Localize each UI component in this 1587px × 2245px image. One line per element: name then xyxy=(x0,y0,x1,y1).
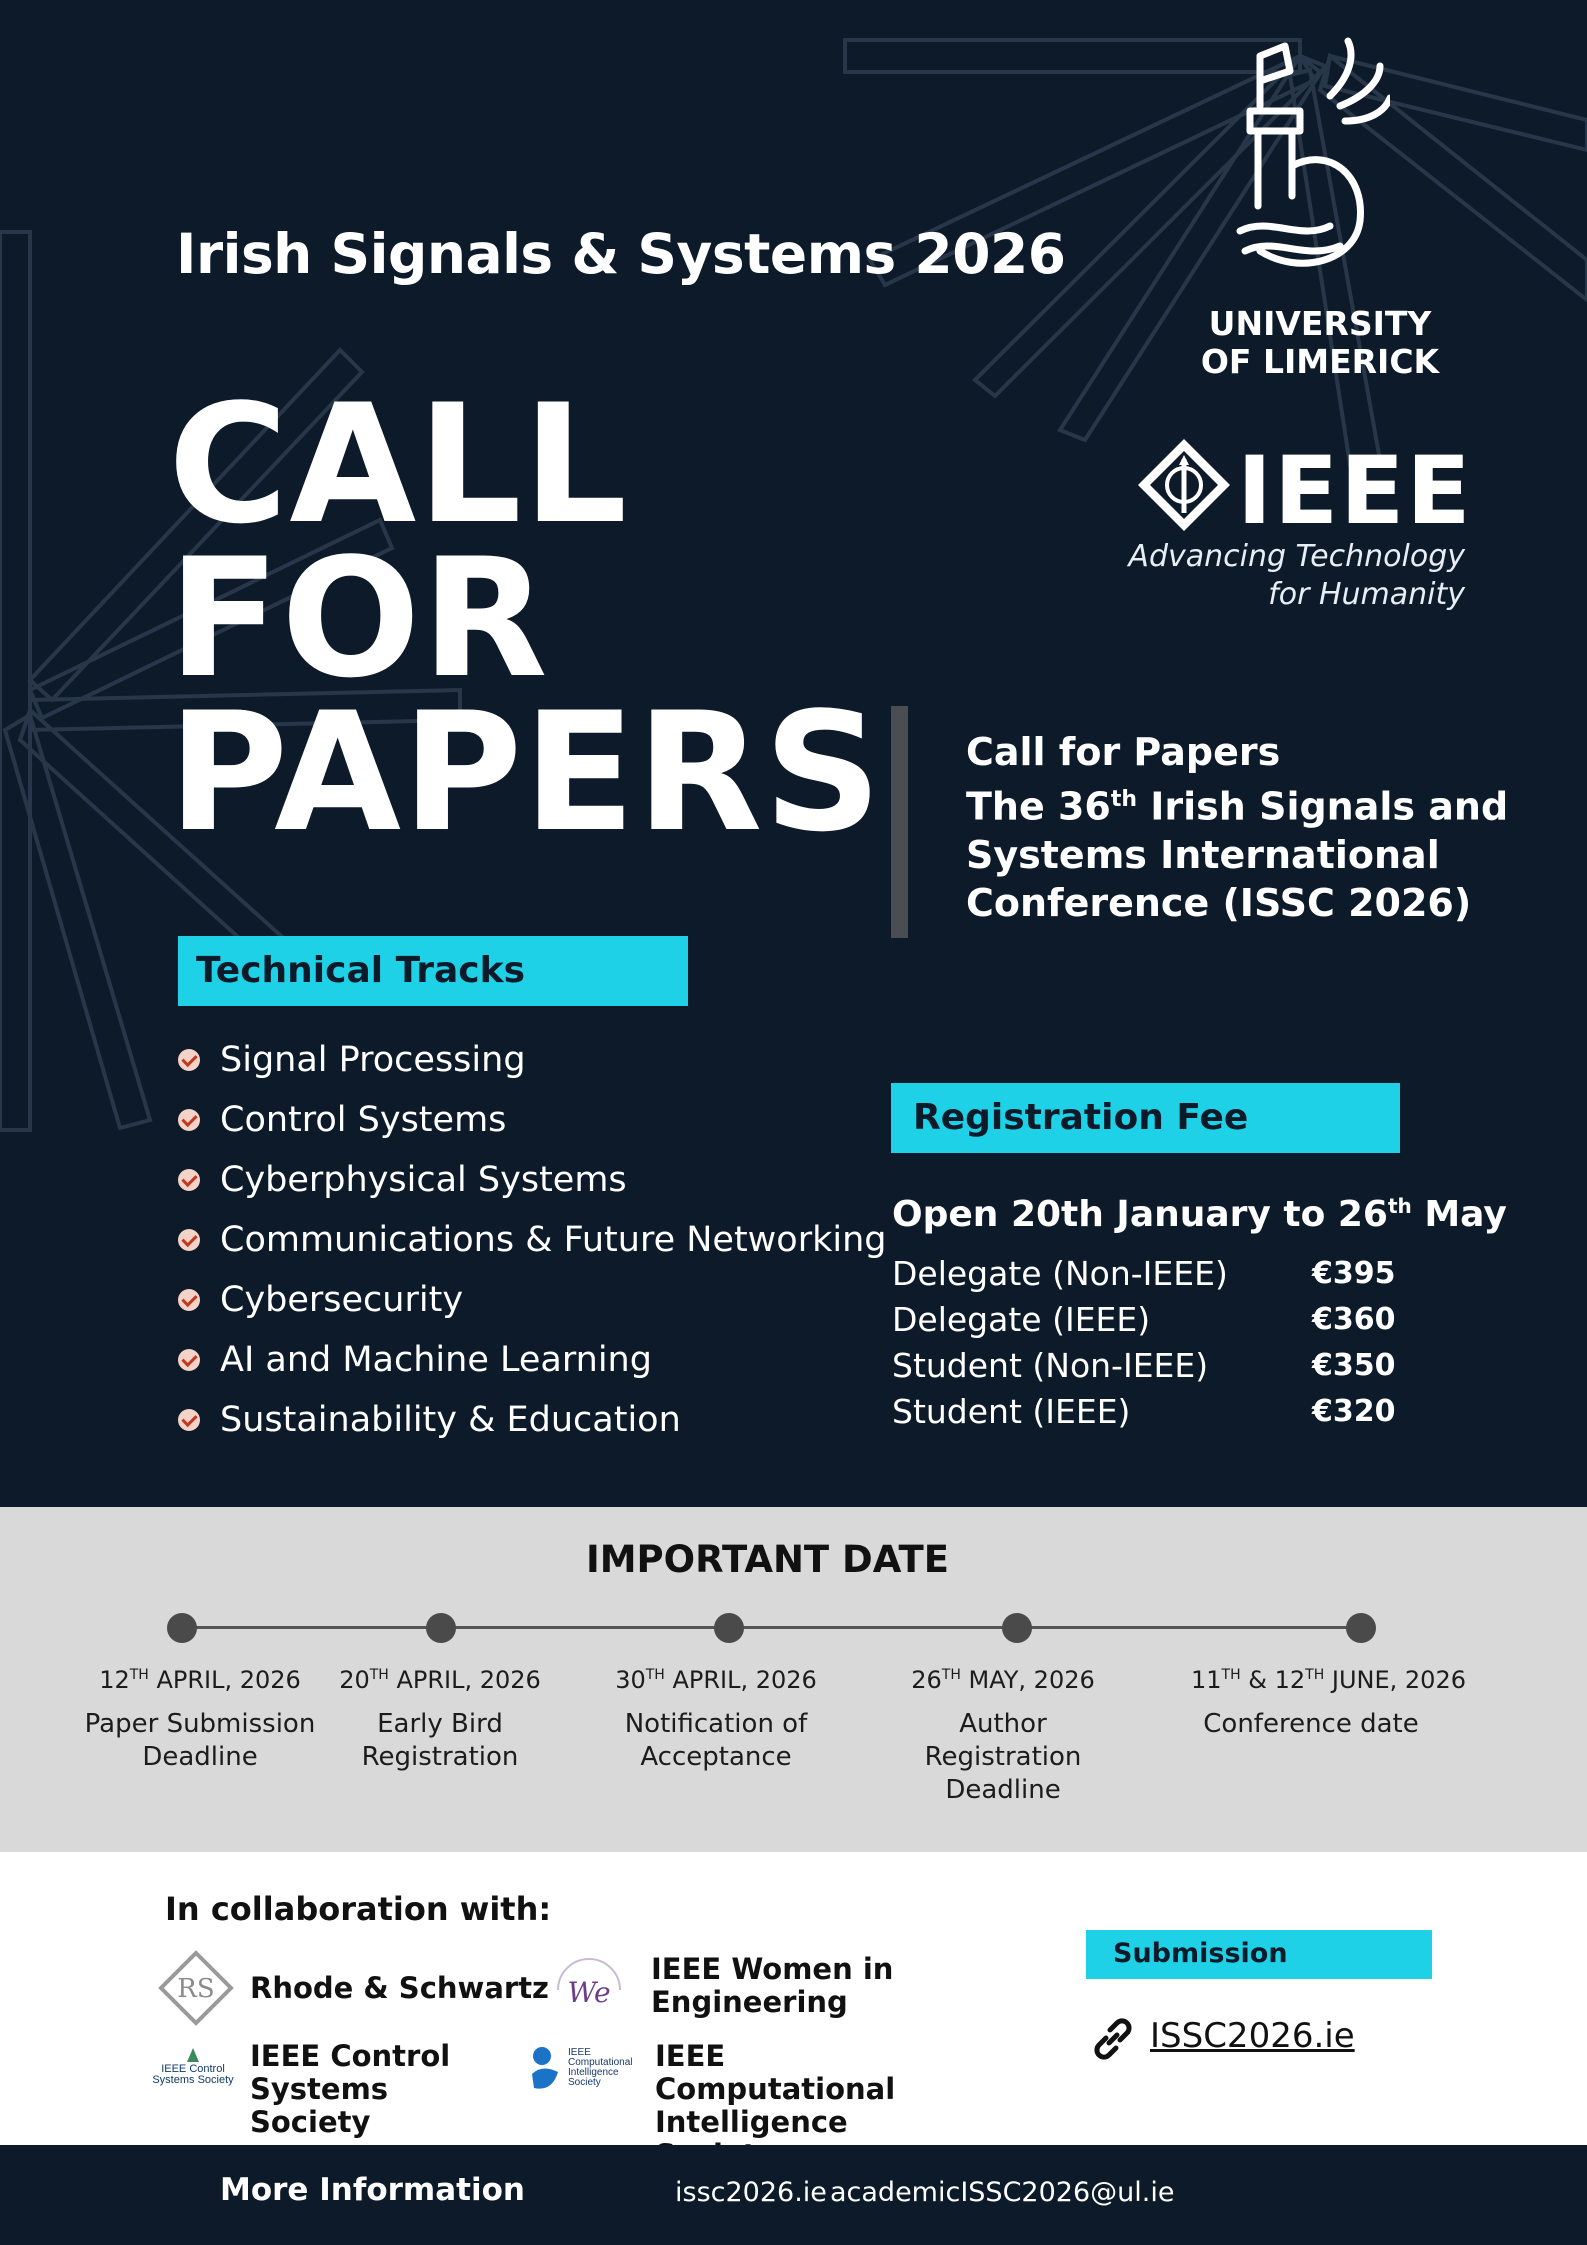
track-item xyxy=(178,1210,887,1270)
timeline-item xyxy=(80,1666,320,1774)
registration-fee-heading: Registration Fee xyxy=(891,1083,1400,1153)
track-item xyxy=(178,1270,887,1330)
timeline-date-part: TH xyxy=(941,1667,961,1683)
registration-open-suffix: May xyxy=(1411,1194,1507,1235)
track-item xyxy=(178,1390,887,1450)
check-icon xyxy=(178,1049,200,1071)
headline-line-3: PAPERS xyxy=(168,677,883,868)
intro-line-2-suffix: Irish Signals and xyxy=(1137,784,1509,829)
timeline-date-part: TH xyxy=(1221,1667,1241,1683)
track-label: Cybersecurity xyxy=(220,1280,464,1320)
headline-line-1: CALL xyxy=(168,369,629,560)
link-icon xyxy=(1088,2014,1138,2064)
timeline-label: Author Registration Deadline xyxy=(924,1709,1082,1805)
timeline-dot xyxy=(426,1613,456,1643)
partner-ieee-wie: IEEE Women in Engineering xyxy=(651,1952,894,2019)
ieee-wie-logo xyxy=(548,1950,630,2022)
ieee-css-logo: IEEE Control Systems Society xyxy=(143,2042,243,2106)
check-icon xyxy=(178,1409,200,1431)
timeline-date xyxy=(1191,1666,1466,1694)
collaboration-title: In collaboration with: xyxy=(165,1890,552,1928)
fee-category: Student (Non-IEEE) xyxy=(892,1345,1209,1385)
fee-price: €320 xyxy=(1312,1393,1396,1429)
svg-text:RS: RS xyxy=(177,1974,215,2004)
intro-line-2-prefix: The 36 xyxy=(966,784,1111,829)
timeline-date xyxy=(596,1666,836,1694)
intro-line-2-sup: th xyxy=(1110,787,1138,812)
footer-website-link[interactable]: issc2026.ie xyxy=(675,2177,827,2208)
track-label: Cyberphysical Systems xyxy=(220,1160,627,1200)
check-icon xyxy=(178,1229,200,1251)
track-item xyxy=(178,1090,887,1150)
timeline-line xyxy=(180,1626,1362,1629)
timeline-label: Paper Submission Deadline xyxy=(84,1709,316,1772)
timeline-item xyxy=(596,1666,836,1774)
timeline-label: Early Bird Registration xyxy=(361,1709,519,1772)
timeline-dot xyxy=(1002,1613,1032,1643)
event-title: Irish Signals & Systems 2026 xyxy=(176,222,1066,286)
ieee-logo-text: IEEE xyxy=(1237,437,1473,546)
timeline-dot xyxy=(714,1613,744,1643)
timeline-date-part: TH xyxy=(129,1667,149,1683)
check-icon xyxy=(178,1289,200,1311)
track-item xyxy=(178,1330,887,1390)
headline-line-2: FOR xyxy=(168,523,549,714)
timeline-date-part: 11 xyxy=(1191,1666,1222,1694)
registration-open-sup: th xyxy=(1387,1194,1412,1218)
rohde-schwarz-logo xyxy=(158,1950,234,2026)
partner-ieee-css: IEEE Control Systems Society xyxy=(250,2039,451,2139)
ieee-tagline-line-2: for Humanity xyxy=(1268,577,1465,612)
fee-row xyxy=(892,1388,1396,1434)
fee-row xyxy=(892,1296,1396,1342)
track-label: Signal Processing xyxy=(220,1040,526,1080)
ieee-tagline xyxy=(1120,538,1465,614)
timeline-date-part: MAY, 2026 xyxy=(960,1666,1095,1694)
timeline-date-part: TH xyxy=(645,1667,665,1683)
important-dates-title: IMPORTANT DATE xyxy=(585,1538,950,1581)
track-label: Communications & Future Networking xyxy=(220,1220,887,1260)
timeline-date-part: 30 xyxy=(615,1666,646,1694)
university-name: UNIVERSITY OF LIMERICK xyxy=(1200,304,1440,381)
intro-line-2 xyxy=(966,776,1508,831)
check-icon xyxy=(178,1169,200,1191)
intro-line-4: Conference (ISSC 2026) xyxy=(966,880,1472,925)
ieee-tagline-line-1: Advancing Technology xyxy=(1128,539,1465,574)
technical-tracks-heading: Technical Tracks xyxy=(178,936,688,1006)
timeline-date-part: APRIL, 2026 xyxy=(664,1666,817,1694)
timeline-date xyxy=(883,1666,1123,1694)
timeline-date-part: 20 xyxy=(339,1666,370,1694)
timeline-label: Conference date xyxy=(1203,1709,1419,1739)
more-information-label: More Information xyxy=(220,2172,525,2208)
fee-category: Student (IEEE) xyxy=(892,1391,1131,1431)
divider-bar xyxy=(891,706,908,938)
fee-price: €350 xyxy=(1312,1347,1396,1383)
conference-intro xyxy=(966,728,1508,927)
fee-row xyxy=(892,1342,1396,1388)
timeline-date-part: 12 xyxy=(99,1666,130,1694)
track-label: Sustainability & Education xyxy=(220,1400,681,1440)
svg-text:We: We xyxy=(567,1976,611,2009)
fee-price: €395 xyxy=(1312,1255,1396,1291)
timeline-date-part: TH xyxy=(369,1667,389,1683)
timeline-date-part: APRIL, 2026 xyxy=(388,1666,541,1694)
partner-ieee-cis: IEEE Computational Intelligence xyxy=(655,2039,896,2139)
check-icon xyxy=(178,1349,200,1371)
track-label: Control Systems xyxy=(220,1100,507,1140)
registration-fee-table xyxy=(892,1250,1396,1434)
timeline-date xyxy=(320,1666,560,1694)
submission-heading: Submission xyxy=(1086,1930,1432,1979)
timeline-date-part: 26 xyxy=(911,1666,942,1694)
registration-open-period xyxy=(892,1194,1507,1235)
fee-category: Delegate (Non-IEEE) xyxy=(892,1253,1228,1293)
track-item xyxy=(178,1030,887,1090)
track-item xyxy=(178,1150,887,1210)
timeline-dot xyxy=(167,1613,197,1643)
footer-email-link[interactable]: academicISSC2026@ul.ie xyxy=(830,2177,1175,2208)
fee-row xyxy=(892,1250,1396,1296)
fee-price: €360 xyxy=(1312,1301,1396,1337)
partner-rohde-schwarz: Rhode & Schwartz xyxy=(250,1971,549,2005)
headline xyxy=(168,369,883,868)
intro-line-1: Call for Papers xyxy=(966,730,1281,774)
timeline-dot xyxy=(1346,1613,1376,1643)
timeline-item xyxy=(320,1666,560,1774)
timeline-date xyxy=(80,1666,320,1694)
track-label: AI and Machine Learning xyxy=(220,1340,652,1380)
timeline-date-part: TH xyxy=(1305,1667,1325,1683)
timeline-item xyxy=(883,1666,1123,1807)
university-crest-logo xyxy=(1230,36,1390,286)
timeline-date-part: JUNE, 2026 xyxy=(1324,1666,1466,1694)
timeline-date-part: APRIL, 2026 xyxy=(148,1666,301,1694)
registration-open-prefix: Open 20th January to 26 xyxy=(892,1194,1388,1235)
technical-tracks-list xyxy=(178,1030,887,1450)
timeline-date-part: & 12 xyxy=(1240,1666,1306,1694)
ieee-cis-logo: IEEE Computational Intelligence Society xyxy=(528,2042,640,2102)
fee-category: Delegate (IEEE) xyxy=(892,1299,1151,1339)
submission-link[interactable]: ISSC2026.ie xyxy=(1150,2016,1355,2056)
ieee-diamond-icon xyxy=(1136,437,1232,533)
timeline-label: Notification of Acceptance xyxy=(624,1709,808,1772)
intro-line-3: Systems International xyxy=(966,832,1440,877)
check-icon xyxy=(178,1109,200,1131)
timeline-item xyxy=(1191,1666,1466,1741)
